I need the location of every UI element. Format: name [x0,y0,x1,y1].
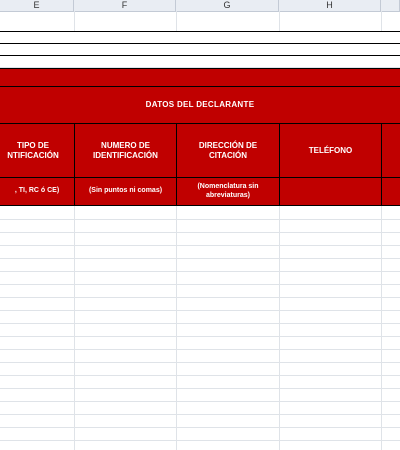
column-header-h[interactable]: H [279,0,381,11]
header-direccion-citacion[interactable]: DIRECCIÓN DE CITACIÓN [198,140,258,160]
grid-row-line [0,388,400,389]
border-line-2 [0,43,400,44]
grid-row-line [0,323,400,324]
grid-row-line [0,414,400,415]
column-header-e[interactable]: E [0,0,74,11]
column-header-f[interactable]: F [74,0,176,11]
grid-column-line [176,206,177,450]
section-title[interactable]: DATOS DEL DECLARANTE [145,100,255,110]
grid-row-line [0,271,400,272]
hint-tipo-identificacion[interactable]: , TI, RC ó CE) [14,187,60,195]
grid-column-line [279,206,280,450]
grid-row-line [0,427,400,428]
grid-column-line [381,206,382,450]
grid-row-line [0,310,400,311]
hint-direccion-citacion[interactable]: (Nomenclatura sin abreviaturas) [197,183,259,199]
hint-numero-identificacion[interactable]: (Sin puntos ni comas) [88,187,163,195]
grid-row-line [0,375,400,376]
header-numero-identificacion[interactable]: NUMERO DE IDENTIFICACIÓN [93,140,158,160]
grid-row-line [0,219,400,220]
grid-row-line [0,336,400,337]
border-line-1 [0,31,400,32]
grid-row-line [0,297,400,298]
column-header-g[interactable]: G [176,0,279,11]
grid-row-line [0,401,400,402]
grid-row-line [0,232,400,233]
grid-row-line [0,284,400,285]
hint-telefono[interactable] [280,178,381,205]
grid-row-line [0,440,400,441]
grid-row-line [0,349,400,350]
header-tipo-identificacion[interactable]: TIPO DE NTIFICACIÓN [7,140,59,160]
grid-row-line [0,258,400,259]
header-telefono[interactable]: TELÉFONO [308,145,353,155]
border-line-3 [0,55,400,56]
column-header-next[interactable] [381,0,400,11]
grid-row-line [0,245,400,246]
grid-column-line [74,206,75,450]
column-header-bar [0,0,400,12]
grid-row-line [0,362,400,363]
